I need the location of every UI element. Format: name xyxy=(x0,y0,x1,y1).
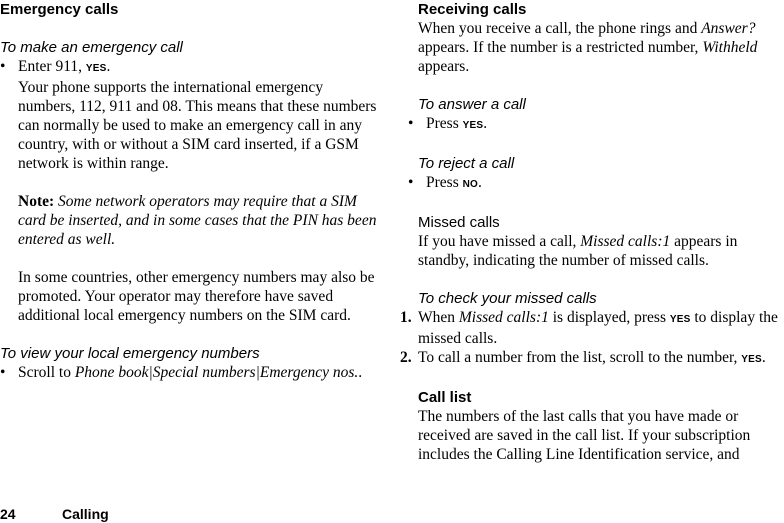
enter-911-bullet: • Enter 911, YES. xyxy=(0,58,111,75)
bullet-marker: • xyxy=(0,364,6,381)
make-emergency-call-subheading: To make an emergency call xyxy=(0,39,183,56)
answer-prompt: Answer? xyxy=(701,20,756,37)
right-column xyxy=(400,0,784,464)
bullet-marker: • xyxy=(408,115,414,132)
receiving-intro-paragraph: When you receive a call, the phone rings and Answer? appears. If the number is a restricted number, Withheld appears. xyxy=(418,20,758,75)
yes-key-label: YES xyxy=(741,354,762,365)
bullet-marker: • xyxy=(0,58,6,75)
scroll-to-bullet: • Scroll to Phone book|Special numbers|Emergency nos.. xyxy=(0,364,363,381)
bullet-marker: • xyxy=(408,174,414,191)
call-list-heading: Call list xyxy=(418,389,472,406)
yes-key-label: YES xyxy=(85,63,107,74)
missed-calls-indicator: Missed calls:1 xyxy=(458,309,549,326)
emergency-numbers-paragraph: Your phone supports the international emergency numbers, 112, 911 and 08. This means that these numbers can normally be used to make an emergency call in any country, with or without a SIM card inserted, if a GSM network is within range. xyxy=(18,79,377,172)
receiving-calls-heading: Receiving calls xyxy=(418,1,527,18)
step-2: 2. To call a number from the list, scroll to the number, YES. xyxy=(400,349,766,366)
no-key-label: NO xyxy=(462,179,479,190)
emergency-calls-heading: Emergency calls xyxy=(0,1,119,18)
menu-path: Phone book|Special numbers|Emergency nos. xyxy=(74,364,359,381)
missed-calls-paragraph: If you have missed a call, Missed calls:1 appears in standby, indicating the number of missed calls. xyxy=(418,233,738,269)
step-number: 2. xyxy=(400,349,412,366)
press-no-bullet: • Press NO. xyxy=(408,174,482,191)
note-text: Some network operators may require that a SIM card be inserted, and in some cases that the PIN has been entered as well. xyxy=(18,193,377,248)
reject-call-subheading: To reject a call xyxy=(418,155,515,172)
yes-key-label: YES xyxy=(462,120,484,131)
page-footer xyxy=(0,505,784,523)
yes-key-label: YES xyxy=(669,314,691,325)
view-local-emergency-subheading: To view your local emergency numbers xyxy=(0,345,260,362)
check-missed-calls-subheading: To check your missed calls xyxy=(418,290,597,307)
withheld-label: Withheld xyxy=(702,39,758,56)
answer-call-subheading: To answer a call xyxy=(418,96,526,113)
missed-calls-heading: Missed calls xyxy=(418,214,500,231)
left-column xyxy=(0,0,384,382)
step-number: 1. xyxy=(400,309,412,326)
step-1: 1. When Missed calls:1 is displayed, press YES to display the missed calls. xyxy=(400,309,778,347)
call-list-paragraph: The numbers of the last calls that you have made or received are saved in the call list. If your subscription includes the Calling Line Identification service, and xyxy=(418,408,751,463)
note-label: Note: xyxy=(18,193,55,210)
other-emergency-numbers-paragraph: In some countries, other emergency numbers may also be promoted. Your operator may therefore have saved additional local emergency numbers on the SIM card. xyxy=(18,269,375,324)
press-yes-bullet: • Press YES. xyxy=(408,115,488,132)
note-paragraph xyxy=(0,192,384,249)
section-title: Calling xyxy=(62,506,109,522)
missed-calls-indicator: Missed calls:1 xyxy=(580,233,671,250)
page-number: 24 xyxy=(0,506,16,522)
